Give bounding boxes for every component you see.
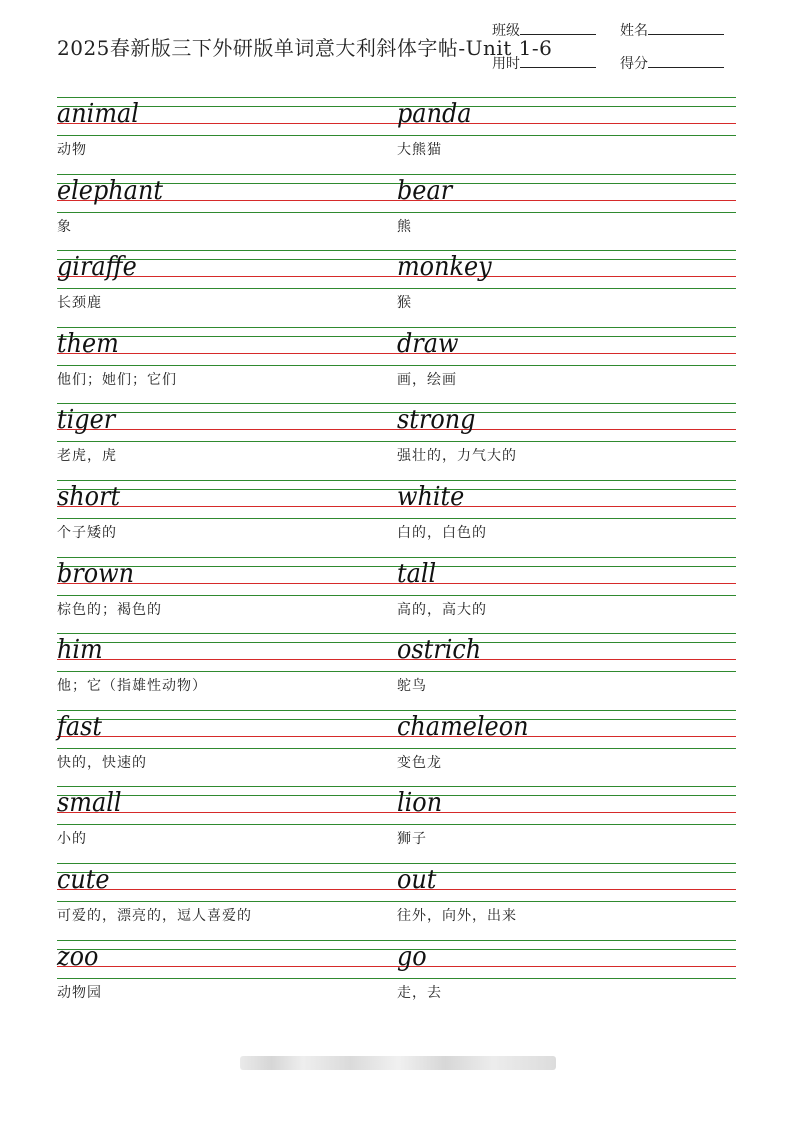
english-word: bear: [397, 175, 453, 206]
word-cell-left: [57, 250, 357, 326]
word-cell-right: [397, 250, 697, 326]
english-word: animal: [57, 99, 139, 129]
score-label: 得分: [620, 56, 648, 72]
word-cell-right: [397, 557, 697, 633]
word-cell-right: [397, 403, 697, 479]
word-cell-right: [397, 940, 697, 1016]
chinese-meaning: 小的: [57, 831, 87, 848]
english-word: draw: [397, 328, 459, 359]
word-cell-left: [57, 940, 357, 1016]
chinese-meaning: 熊: [397, 218, 412, 235]
chinese-meaning: 老虎，虎: [57, 448, 117, 465]
chinese-meaning: 往外，向外，出来: [397, 907, 517, 924]
chinese-meaning: 个子矮的: [57, 524, 117, 541]
word-row: [57, 97, 736, 174]
english-word: white: [397, 481, 465, 512]
chinese-meaning: 猴: [397, 295, 412, 312]
chinese-meaning: 可爱的，漂亮的，逗人喜爱的: [57, 907, 252, 924]
word-row: [57, 633, 736, 710]
chinese-meaning: 鸵鸟: [397, 678, 427, 695]
chinese-meaning: 变色龙: [397, 754, 442, 771]
english-word: giraffe: [57, 252, 137, 283]
chinese-meaning: 动物: [57, 142, 87, 158]
english-word: go: [397, 941, 427, 972]
chinese-meaning: 象: [57, 218, 72, 235]
word-cell-left: [57, 480, 357, 556]
word-cell-right: [397, 480, 697, 556]
time-field[interactable]: [492, 53, 596, 73]
english-word: them: [57, 328, 119, 359]
word-row: [57, 327, 736, 404]
word-row: [57, 403, 736, 480]
word-row: [57, 863, 736, 940]
english-word: brown: [57, 558, 135, 589]
time-blank[interactable]: [520, 55, 596, 68]
word-cell-left: [57, 786, 357, 862]
name-blank[interactable]: [648, 22, 724, 35]
chinese-meaning: 长颈鹿: [57, 295, 102, 312]
name-field[interactable]: [620, 20, 724, 40]
word-row: [57, 174, 736, 251]
english-word: ostrich: [397, 635, 482, 666]
word-row: [57, 250, 736, 327]
english-word: elephant: [57, 175, 163, 206]
word-cell-right: [397, 633, 697, 709]
word-cell-left: [57, 97, 357, 173]
time-label: 用时: [492, 56, 520, 72]
english-word: panda: [397, 99, 472, 129]
english-word: small: [57, 788, 122, 819]
word-row: [57, 557, 736, 634]
name-label: 姓名: [620, 23, 648, 39]
word-row: [57, 480, 736, 557]
word-cell-left: [57, 863, 357, 939]
word-cell-left: [57, 403, 357, 479]
english-word: short: [57, 481, 121, 512]
footer-watermark: [240, 1056, 556, 1070]
english-word: him: [57, 635, 103, 666]
chinese-meaning: 快的，快速的: [57, 754, 147, 771]
word-cell-right: [397, 710, 697, 786]
score-field[interactable]: [620, 53, 724, 73]
word-cell-left: [57, 633, 357, 709]
english-word: zoo: [57, 941, 99, 972]
chinese-meaning: 强壮的，力气大的: [397, 448, 517, 465]
class-field[interactable]: [492, 20, 596, 40]
score-blank[interactable]: [648, 55, 724, 68]
chinese-meaning: 高的，高大的: [397, 601, 487, 618]
chinese-meaning: 他；它（指雄性动物）: [57, 678, 207, 695]
word-cell-left: [57, 174, 357, 250]
english-word: cute: [57, 864, 110, 895]
copybook-grid: [57, 97, 736, 1016]
class-label: 班级: [492, 23, 520, 39]
chinese-meaning: 白的，白色的: [397, 524, 487, 541]
word-cell-left: [57, 557, 357, 633]
english-word: strong: [397, 405, 476, 436]
word-cell-right: [397, 174, 697, 250]
word-row: [57, 710, 736, 787]
word-cell-right: [397, 327, 697, 403]
word-cell-right: [397, 97, 697, 173]
word-cell-right: [397, 863, 697, 939]
word-row: [57, 940, 736, 1017]
english-word: monkey: [397, 252, 492, 283]
english-word: out: [397, 864, 437, 895]
word-cell-left: [57, 327, 357, 403]
class-blank[interactable]: [520, 22, 596, 35]
chinese-meaning: 大熊猫: [397, 142, 442, 158]
word-cell-right: [397, 786, 697, 862]
english-word: lion: [397, 788, 443, 819]
chinese-meaning: 狮子: [397, 831, 427, 848]
word-row: [57, 786, 736, 863]
english-word: tiger: [57, 405, 116, 436]
chinese-meaning: 画，绘画: [397, 371, 457, 388]
english-word: fast: [57, 711, 103, 742]
page-title: 2025春新版三下外研版单词意大利斜体字帖-Unit 1-6: [57, 36, 553, 60]
chinese-meaning: 棕色的；褐色的: [57, 601, 162, 618]
word-cell-left: [57, 710, 357, 786]
chinese-meaning: 走，去: [397, 984, 442, 1001]
chinese-meaning: 他们；她们；它们: [57, 371, 177, 388]
english-word: tall: [397, 558, 437, 589]
chinese-meaning: 动物园: [57, 984, 102, 1001]
english-word: chameleon: [397, 711, 529, 742]
